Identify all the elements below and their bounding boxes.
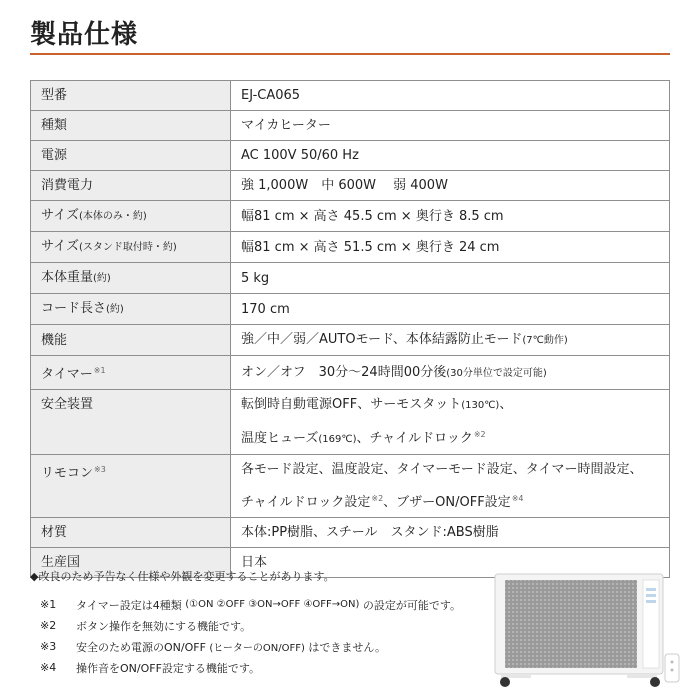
label-text: サイズ (41, 208, 79, 223)
footnote-mark: ※3 (94, 465, 106, 474)
spec-value-origin: 日本 (231, 548, 670, 578)
spec-table (30, 80, 670, 578)
note-text: ボタン操作を無効にする機能です。 (76, 619, 252, 633)
spec-value-size-stand: 幅81 cm × 高さ 51.5 cm × 奥行き 24 cm (231, 232, 670, 263)
value-note: (169℃) (318, 434, 357, 445)
spec-label-timer (31, 356, 231, 390)
value-text: 強／中／弱／AUTOモード、本体結露防止モード (241, 332, 523, 347)
footnote-mark: ※1 (93, 366, 106, 375)
note-text: の設定が可能です。 (359, 598, 462, 612)
spec-label-origin: 生産国 (31, 548, 231, 578)
label-note: (約) (93, 273, 111, 284)
spec-value-power: AC 100V 50/60 Hz (231, 141, 670, 171)
value-note: (7℃動作) (522, 335, 568, 346)
note-text-small: (ヒーターのON/OFF) (209, 643, 305, 654)
footnote-mark: ※2 (473, 430, 486, 439)
spec-label-function: 機能 (31, 325, 231, 356)
spec-label-cord (31, 294, 231, 325)
value-line (241, 484, 659, 517)
title-divider (30, 53, 670, 55)
footnote-mark: ※4 (511, 494, 524, 503)
spec-value-material: 本体:PP樹脂、スチール スタンド:ABS樹脂 (231, 518, 670, 548)
spec-label-size-stand (31, 232, 231, 263)
table-row (31, 111, 670, 141)
page-title: 製品仕様 (30, 20, 139, 50)
label-text: リモコン (41, 466, 94, 481)
spec-value-model: EJ-CA065 (231, 81, 670, 111)
spec-label-consumption: 消費電力 (31, 171, 231, 201)
spec-label-safety: 安全装置 (31, 390, 231, 455)
spec-label-remote (31, 455, 231, 518)
spec-value-type: マイカヒーター (231, 111, 670, 141)
value-text: オン／オフ 30分〜24時間00分後 (241, 364, 447, 380)
value-note: (30分単位で設定可能) (446, 367, 547, 379)
table-row (31, 455, 670, 518)
value-text: チャイルドロック設定 (241, 495, 371, 510)
table-row (31, 81, 670, 111)
spec-label-power: 電源 (31, 141, 231, 171)
note-text: タイマー設定は4種類 (76, 598, 186, 612)
value-note: (130℃) (461, 400, 500, 411)
note-text: 操作音をON/OFF設定する機能です。 (76, 661, 261, 675)
spec-value-size-body: 幅81 cm × 高さ 45.5 cm × 奥行き 8.5 cm (231, 201, 670, 232)
spec-label-material: 材質 (31, 518, 231, 548)
label-note: (本体のみ・約) (78, 211, 147, 222)
note-text: 安全のため電源のON/OFF (76, 640, 210, 654)
label-text: 本体重量 (41, 270, 94, 285)
table-row (31, 294, 670, 325)
spec-value-consumption: 強 1,000W 中 600W 弱 400W (231, 171, 670, 201)
note-item (30, 657, 461, 678)
value-text: 、 (499, 397, 513, 412)
value-text: 転倒時自動電源OFF、サーモスタット (241, 397, 462, 412)
note-mark: ※3 (40, 640, 57, 653)
spec-value-timer (231, 356, 670, 390)
value-text: 温度ヒューズ (241, 431, 319, 446)
table-row (31, 141, 670, 171)
panel-heater-product-image (487, 570, 687, 690)
note-item (30, 594, 461, 615)
note-mark: ※4 (40, 661, 57, 674)
note-item (30, 615, 461, 636)
spec-value-cord: 170 cm (231, 294, 670, 325)
spec-value-safety (231, 390, 670, 455)
note-mark: ※2 (40, 619, 57, 632)
note-item (30, 636, 461, 657)
table-row (31, 390, 670, 455)
table-row (31, 518, 670, 548)
note-mark: ※1 (40, 598, 57, 611)
label-note: (約) (106, 304, 124, 315)
table-row (31, 263, 670, 294)
table-row (31, 171, 670, 201)
note-text: はできません。 (304, 640, 387, 654)
notes (30, 568, 461, 678)
table-row (31, 356, 670, 390)
spec-value-function (231, 325, 670, 356)
heater-illustration-icon (487, 570, 687, 690)
spec-value-remote (231, 455, 670, 518)
value-line (241, 390, 659, 420)
label-note: (スタンド取付時・約) (78, 242, 177, 253)
table-row (31, 232, 670, 263)
spec-label-model: 型番 (31, 81, 231, 111)
value-text: 、ブザーON/OFF設定 (383, 495, 511, 510)
spec-label-size-body (31, 201, 231, 232)
footnote-mark: ※2 (371, 494, 384, 503)
value-line: 各モード設定、温度設定、タイマーモード設定、タイマー時間設定、 (241, 462, 643, 477)
spec-value-weight: 5 kg (231, 263, 670, 294)
value-text: 、チャイルドロック (356, 431, 473, 446)
spec-label-type: 種類 (31, 111, 231, 141)
label-text: コード長さ (41, 301, 107, 316)
notes-lead: ◆改良のため予告なく仕様や外観を変更することがあります。 (30, 570, 335, 583)
spec-label-weight (31, 263, 231, 294)
table-row (31, 201, 670, 232)
table-row (31, 325, 670, 356)
note-text-small: (①ON ②OFF ③ON→OFF ④OFF→ON) (185, 599, 360, 610)
value-line (241, 420, 659, 454)
label-text: タイマー (41, 367, 93, 382)
label-text: サイズ (41, 239, 79, 254)
